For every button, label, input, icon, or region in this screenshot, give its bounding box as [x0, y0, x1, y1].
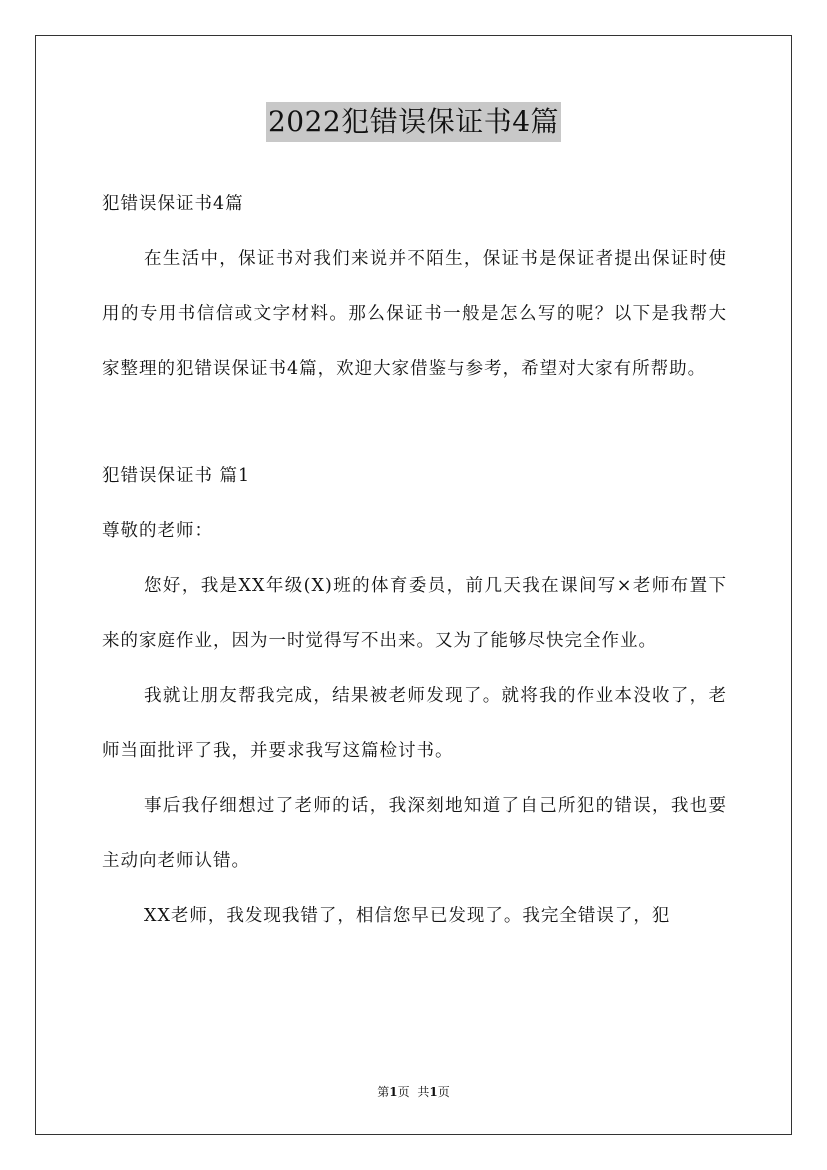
total-suffix: 页 [437, 1085, 450, 1099]
body-paragraph-4: XX老师，我发现我错了，相信您早已发现了。我完全错误了，犯 [144, 906, 671, 926]
title-container [0, 102, 827, 142]
document-subtitle: 犯错误保证书4篇 [102, 194, 244, 214]
body-paragraph-1: 您好，我是XX年级(X)班的体育委员，前几天我在课间写×老师布置下来的家庭作业，因为一时觉得写不出来。又为了能够尽快完全作业。 [102, 576, 727, 651]
page-suffix: 页 [397, 1085, 410, 1099]
page-number: 1 [389, 1085, 398, 1099]
section-heading: 犯错误保证书 篇1 [102, 466, 251, 486]
total-pages: 1 [429, 1085, 438, 1099]
page-prefix: 第 [377, 1085, 390, 1099]
page-footer [0, 1084, 827, 1100]
total-prefix: 共 [417, 1085, 430, 1099]
body-paragraph-2: 我就让朋友帮我完成，结果被老师发现了。就将我的作业本没收了，老师当面批评了我，并要求我写这篇检讨书。 [102, 686, 727, 761]
salutation: 尊敬的老师： [102, 521, 213, 541]
body-paragraph-3: 事后我仔细想过了老师的话，我深刻地知道了自己所犯的错误，我也要主动向老师认错。 [102, 796, 727, 871]
intro-paragraph: 在生活中，保证书对我们来说并不陌生，保证书是保证者提出保证时使用的专用书信信或文字材料。那么保证书一般是怎么写的呢？以下是我帮大家整理的犯错误保证书4篇，欢迎大家借鉴与参考，希望对大家有所帮助。 [102, 249, 727, 379]
document-body [102, 177, 727, 944]
document-title: 2022犯错误保证书4篇 [266, 102, 561, 142]
